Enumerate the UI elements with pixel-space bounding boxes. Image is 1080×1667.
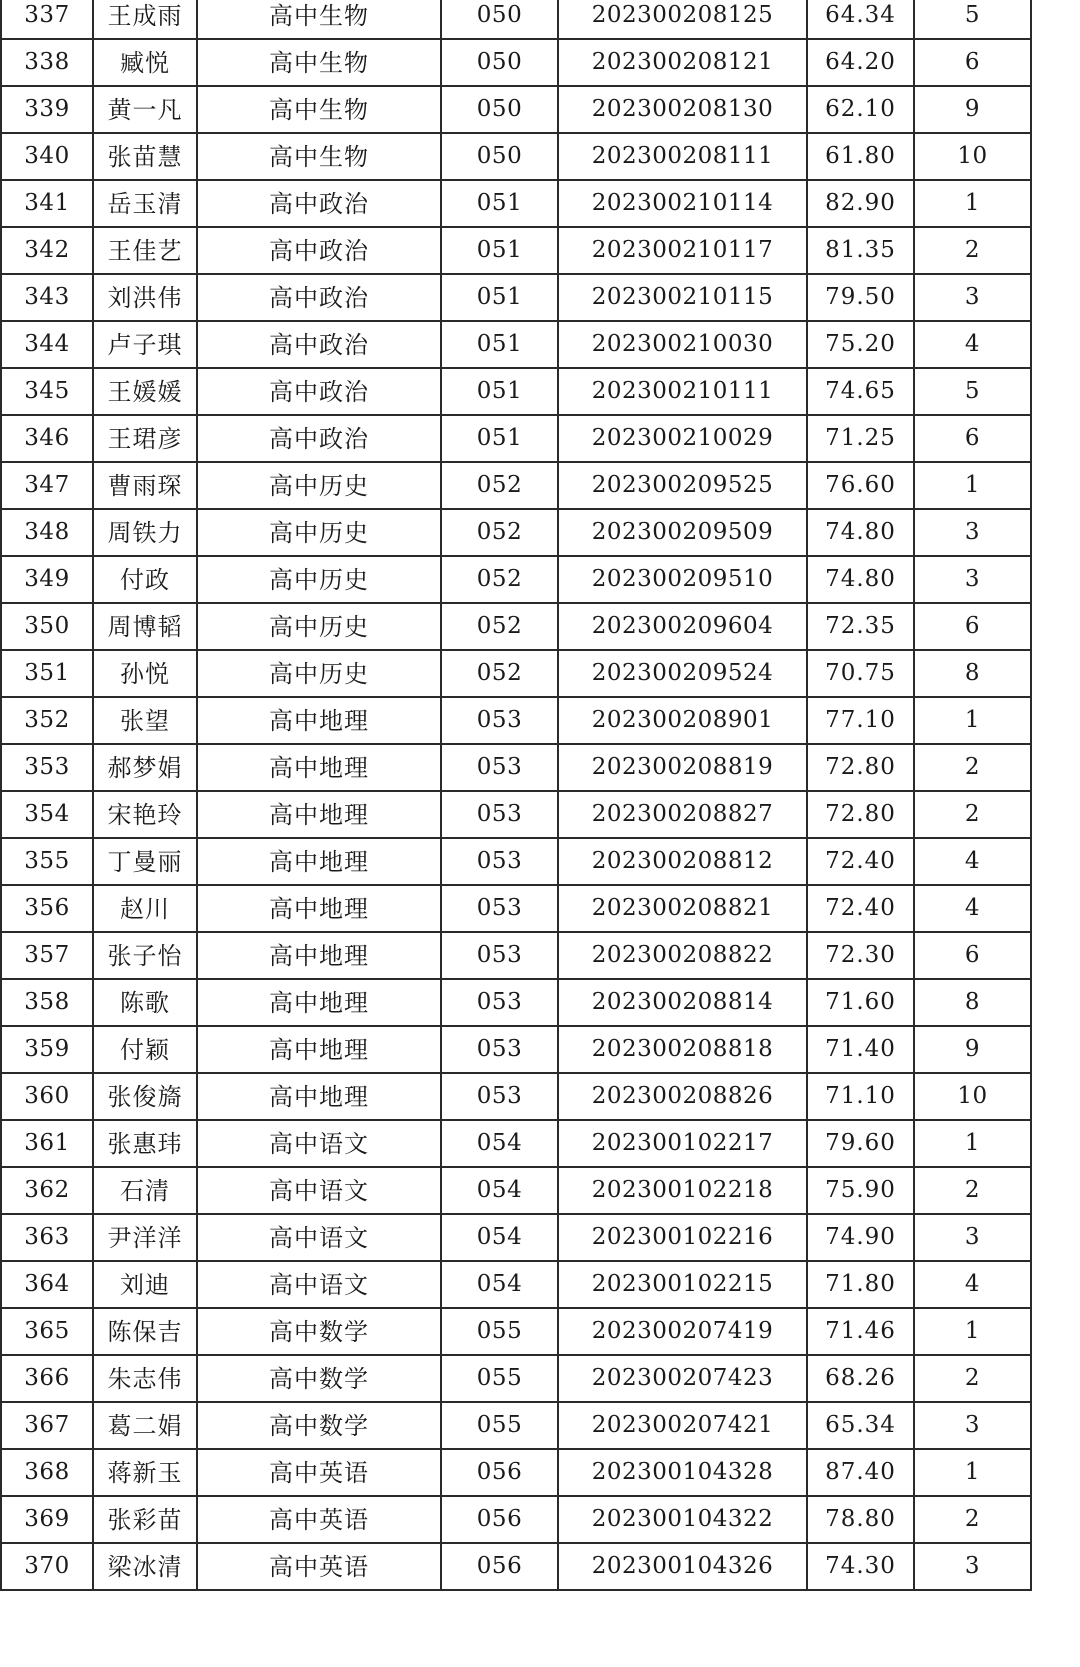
- cell-serial-number: 337: [1, 0, 93, 39]
- table-row: [1, 86, 1031, 133]
- table-row: [1, 274, 1031, 321]
- cell-serial-number: 339: [1, 86, 93, 133]
- cell-score: 74.65: [807, 368, 914, 415]
- table-row: [1, 838, 1031, 885]
- cell-score: 72.35: [807, 603, 914, 650]
- cell-rank: 6: [914, 39, 1031, 86]
- cell-position-code: 052: [441, 462, 558, 509]
- cell-ticket-number: 202300208901: [558, 697, 807, 744]
- cell-position-subject: 高中政治: [197, 180, 441, 227]
- cell-position-subject: 高中政治: [197, 321, 441, 368]
- cell-ticket-number: 202300208822: [558, 932, 807, 979]
- cell-position-subject: 高中数学: [197, 1355, 441, 1402]
- table-row: [1, 462, 1031, 509]
- cell-position-subject: 高中地理: [197, 838, 441, 885]
- cell-serial-number: 347: [1, 462, 93, 509]
- cell-position-code: 050: [441, 39, 558, 86]
- cell-position-subject: 高中地理: [197, 697, 441, 744]
- cell-candidate-name: 臧悦: [93, 39, 197, 86]
- cell-position-subject: 高中地理: [197, 885, 441, 932]
- cell-score: 87.40: [807, 1449, 914, 1496]
- cell-candidate-name: 郝梦娟: [93, 744, 197, 791]
- cell-score: 74.80: [807, 509, 914, 556]
- cell-ticket-number: 202300208827: [558, 791, 807, 838]
- cell-position-code: 055: [441, 1355, 558, 1402]
- cell-serial-number: 364: [1, 1261, 93, 1308]
- cell-score: 64.20: [807, 39, 914, 86]
- cell-serial-number: 369: [1, 1496, 93, 1543]
- cell-position-subject: 高中历史: [197, 556, 441, 603]
- cell-score: 71.25: [807, 415, 914, 462]
- table-row: [1, 1496, 1031, 1543]
- cell-score: 61.80: [807, 133, 914, 180]
- cell-score: 71.80: [807, 1261, 914, 1308]
- cell-serial-number: 350: [1, 603, 93, 650]
- cell-ticket-number: 202300210114: [558, 180, 807, 227]
- table-row: [1, 1073, 1031, 1120]
- cell-rank: 2: [914, 1355, 1031, 1402]
- cell-rank: 1: [914, 1120, 1031, 1167]
- cell-position-code: 053: [441, 1026, 558, 1073]
- cell-candidate-name: 宋艳玲: [93, 791, 197, 838]
- cell-serial-number: 354: [1, 791, 93, 838]
- cell-position-code: 053: [441, 932, 558, 979]
- cell-score: 71.46: [807, 1308, 914, 1355]
- cell-ticket-number: 202300207421: [558, 1402, 807, 1449]
- cell-position-subject: 高中政治: [197, 227, 441, 274]
- cell-ticket-number: 202300208130: [558, 86, 807, 133]
- cell-serial-number: 341: [1, 180, 93, 227]
- cell-position-code: 053: [441, 1073, 558, 1120]
- cell-ticket-number: 202300208812: [558, 838, 807, 885]
- table-row: [1, 744, 1031, 791]
- cell-serial-number: 346: [1, 415, 93, 462]
- cell-candidate-name: 王佳艺: [93, 227, 197, 274]
- cell-candidate-name: 丁曼丽: [93, 838, 197, 885]
- table-row: [1, 1120, 1031, 1167]
- table-row: [1, 227, 1031, 274]
- cell-position-code: 051: [441, 368, 558, 415]
- cell-ticket-number: 202300208821: [558, 885, 807, 932]
- cell-position-subject: 高中生物: [197, 86, 441, 133]
- cell-serial-number: 362: [1, 1167, 93, 1214]
- cell-candidate-name: 曹雨琛: [93, 462, 197, 509]
- cell-score: 79.60: [807, 1120, 914, 1167]
- cell-candidate-name: 黄一凡: [93, 86, 197, 133]
- cell-position-code: 053: [441, 791, 558, 838]
- cell-position-subject: 高中历史: [197, 462, 441, 509]
- cell-rank: 10: [914, 1073, 1031, 1120]
- cell-position-code: 051: [441, 321, 558, 368]
- cell-position-subject: 高中地理: [197, 1073, 441, 1120]
- cell-ticket-number: 202300102215: [558, 1261, 807, 1308]
- cell-position-subject: 高中生物: [197, 133, 441, 180]
- cell-position-subject: 高中地理: [197, 791, 441, 838]
- cell-rank: 3: [914, 509, 1031, 556]
- cell-rank: 2: [914, 1167, 1031, 1214]
- cell-score: 65.34: [807, 1402, 914, 1449]
- table-row: [1, 1026, 1031, 1073]
- cell-ticket-number: 202300210115: [558, 274, 807, 321]
- cell-rank: 3: [914, 556, 1031, 603]
- cell-serial-number: 367: [1, 1402, 93, 1449]
- cell-score: 75.90: [807, 1167, 914, 1214]
- cell-candidate-name: 张俊旖: [93, 1073, 197, 1120]
- cell-candidate-name: 孙悦: [93, 650, 197, 697]
- table-row: [1, 1402, 1031, 1449]
- table-row: [1, 603, 1031, 650]
- cell-rank: 1: [914, 697, 1031, 744]
- table-row: [1, 697, 1031, 744]
- cell-ticket-number: 202300102218: [558, 1167, 807, 1214]
- cell-candidate-name: 王媛媛: [93, 368, 197, 415]
- cell-score: 72.80: [807, 791, 914, 838]
- cell-ticket-number: 202300210117: [558, 227, 807, 274]
- cell-ticket-number: 202300104326: [558, 1543, 807, 1590]
- cell-serial-number: 360: [1, 1073, 93, 1120]
- cell-position-code: 053: [441, 979, 558, 1026]
- cell-serial-number: 340: [1, 133, 93, 180]
- cell-position-subject: 高中生物: [197, 39, 441, 86]
- cell-ticket-number: 202300102217: [558, 1120, 807, 1167]
- cell-ticket-number: 202300210030: [558, 321, 807, 368]
- cell-candidate-name: 张彩苗: [93, 1496, 197, 1543]
- cell-ticket-number: 202300207423: [558, 1355, 807, 1402]
- cell-ticket-number: 202300208818: [558, 1026, 807, 1073]
- cell-serial-number: 356: [1, 885, 93, 932]
- table-row: [1, 509, 1031, 556]
- cell-score: 76.60: [807, 462, 914, 509]
- cell-rank: 6: [914, 603, 1031, 650]
- cell-position-subject: 高中政治: [197, 368, 441, 415]
- cell-ticket-number: 202300208121: [558, 39, 807, 86]
- cell-score: 70.75: [807, 650, 914, 697]
- cell-position-code: 054: [441, 1167, 558, 1214]
- cell-position-code: 052: [441, 556, 558, 603]
- cell-serial-number: 358: [1, 979, 93, 1026]
- table-row: [1, 885, 1031, 932]
- table-row: [1, 133, 1031, 180]
- cell-rank: 4: [914, 321, 1031, 368]
- cell-candidate-name: 周铁力: [93, 509, 197, 556]
- cell-ticket-number: 202300210111: [558, 368, 807, 415]
- cell-rank: 9: [914, 86, 1031, 133]
- cell-score: 77.10: [807, 697, 914, 744]
- cell-position-subject: 高中数学: [197, 1402, 441, 1449]
- cell-ticket-number: 202300102216: [558, 1214, 807, 1261]
- cell-candidate-name: 岳玉清: [93, 180, 197, 227]
- table-row: [1, 791, 1031, 838]
- cell-position-subject: 高中生物: [197, 0, 441, 39]
- table-row: [1, 556, 1031, 603]
- cell-score: 62.10: [807, 86, 914, 133]
- table-row: [1, 180, 1031, 227]
- cell-candidate-name: 葛二娟: [93, 1402, 197, 1449]
- table-row: [1, 1214, 1031, 1261]
- cell-serial-number: 370: [1, 1543, 93, 1590]
- cell-candidate-name: 张惠玮: [93, 1120, 197, 1167]
- cell-position-subject: 高中语文: [197, 1120, 441, 1167]
- cell-serial-number: 363: [1, 1214, 93, 1261]
- cell-rank: 6: [914, 932, 1031, 979]
- cell-score: 64.34: [807, 0, 914, 39]
- cell-rank: 5: [914, 0, 1031, 39]
- cell-position-code: 053: [441, 744, 558, 791]
- cell-position-subject: 高中地理: [197, 932, 441, 979]
- cell-rank: 6: [914, 415, 1031, 462]
- cell-ticket-number: 202300208111: [558, 133, 807, 180]
- table-row: [1, 321, 1031, 368]
- cell-score: 71.10: [807, 1073, 914, 1120]
- cell-candidate-name: 王成雨: [93, 0, 197, 39]
- cell-score: 79.50: [807, 274, 914, 321]
- score-table-body: [1, 0, 1031, 1590]
- cell-position-code: 050: [441, 133, 558, 180]
- cell-serial-number: 355: [1, 838, 93, 885]
- cell-rank: 2: [914, 1496, 1031, 1543]
- table-row: [1, 1167, 1031, 1214]
- cell-position-subject: 高中英语: [197, 1543, 441, 1590]
- cell-position-subject: 高中历史: [197, 509, 441, 556]
- cell-candidate-name: 朱志伟: [93, 1355, 197, 1402]
- cell-score: 74.90: [807, 1214, 914, 1261]
- cell-rank: 10: [914, 133, 1031, 180]
- cell-candidate-name: 蒋新玉: [93, 1449, 197, 1496]
- cell-position-subject: 高中英语: [197, 1496, 441, 1543]
- cell-position-code: 053: [441, 838, 558, 885]
- cell-serial-number: 349: [1, 556, 93, 603]
- cell-rank: 3: [914, 274, 1031, 321]
- cell-ticket-number: 202300209525: [558, 462, 807, 509]
- cell-score: 78.80: [807, 1496, 914, 1543]
- cell-score: 72.30: [807, 932, 914, 979]
- cell-ticket-number: 202300104322: [558, 1496, 807, 1543]
- cell-rank: 4: [914, 838, 1031, 885]
- cell-serial-number: 359: [1, 1026, 93, 1073]
- cell-serial-number: 357: [1, 932, 93, 979]
- cell-score: 72.80: [807, 744, 914, 791]
- cell-candidate-name: 陈歌: [93, 979, 197, 1026]
- cell-ticket-number: 202300208819: [558, 744, 807, 791]
- cell-candidate-name: 张望: [93, 697, 197, 744]
- cell-position-subject: 高中语文: [197, 1214, 441, 1261]
- cell-position-code: 056: [441, 1496, 558, 1543]
- cell-rank: 1: [914, 1308, 1031, 1355]
- cell-score: 81.35: [807, 227, 914, 274]
- table-row: [1, 979, 1031, 1026]
- table-row: [1, 932, 1031, 979]
- cell-rank: 8: [914, 979, 1031, 1026]
- cell-position-code: 053: [441, 885, 558, 932]
- table-row: [1, 1308, 1031, 1355]
- cell-score: 71.40: [807, 1026, 914, 1073]
- cell-rank: 1: [914, 462, 1031, 509]
- cell-position-code: 051: [441, 415, 558, 462]
- cell-candidate-name: 付政: [93, 556, 197, 603]
- cell-ticket-number: 202300208814: [558, 979, 807, 1026]
- cell-candidate-name: 石清: [93, 1167, 197, 1214]
- cell-serial-number: 352: [1, 697, 93, 744]
- table-row: [1, 415, 1031, 462]
- table-row: [1, 1449, 1031, 1496]
- table-row: [1, 368, 1031, 415]
- cell-candidate-name: 刘洪伟: [93, 274, 197, 321]
- cell-score: 82.90: [807, 180, 914, 227]
- cell-ticket-number: 202300209510: [558, 556, 807, 603]
- cell-rank: 1: [914, 1449, 1031, 1496]
- cell-ticket-number: 202300209604: [558, 603, 807, 650]
- cell-ticket-number: 202300209509: [558, 509, 807, 556]
- cell-position-code: 051: [441, 227, 558, 274]
- cell-position-code: 054: [441, 1261, 558, 1308]
- page-margin: [1063, 0, 1080, 1667]
- table-row: [1, 1543, 1031, 1590]
- cell-serial-number: 368: [1, 1449, 93, 1496]
- cell-serial-number: 365: [1, 1308, 93, 1355]
- cell-position-subject: 高中地理: [197, 1026, 441, 1073]
- cell-rank: 1: [914, 180, 1031, 227]
- cell-candidate-name: 王珺彦: [93, 415, 197, 462]
- cell-ticket-number: 202300209524: [558, 650, 807, 697]
- cell-rank: 3: [914, 1543, 1031, 1590]
- table-row: [1, 39, 1031, 86]
- cell-candidate-name: 梁冰清: [93, 1543, 197, 1590]
- cell-serial-number: 361: [1, 1120, 93, 1167]
- cell-serial-number: 338: [1, 39, 93, 86]
- cell-rank: 5: [914, 368, 1031, 415]
- cell-candidate-name: 陈保吉: [93, 1308, 197, 1355]
- table-row: [1, 1355, 1031, 1402]
- cell-rank: 2: [914, 227, 1031, 274]
- cell-serial-number: 342: [1, 227, 93, 274]
- cell-position-subject: 高中政治: [197, 415, 441, 462]
- cell-position-code: 052: [441, 509, 558, 556]
- cell-position-code: 051: [441, 180, 558, 227]
- cell-ticket-number: 202300207419: [558, 1308, 807, 1355]
- cell-serial-number: 343: [1, 274, 93, 321]
- cell-score: 68.26: [807, 1355, 914, 1402]
- cell-serial-number: 353: [1, 744, 93, 791]
- cell-rank: 3: [914, 1402, 1031, 1449]
- cell-position-code: 052: [441, 603, 558, 650]
- cell-rank: 8: [914, 650, 1031, 697]
- table-row: [1, 1261, 1031, 1308]
- cell-candidate-name: 卢子琪: [93, 321, 197, 368]
- table-row: [1, 650, 1031, 697]
- cell-position-subject: 高中数学: [197, 1308, 441, 1355]
- cell-position-code: 056: [441, 1543, 558, 1590]
- cell-ticket-number: 202300208125: [558, 0, 807, 39]
- cell-position-code: 054: [441, 1120, 558, 1167]
- cell-candidate-name: 张苗慧: [93, 133, 197, 180]
- cell-serial-number: 351: [1, 650, 93, 697]
- cell-position-code: 055: [441, 1402, 558, 1449]
- cell-candidate-name: 刘迪: [93, 1261, 197, 1308]
- cell-position-subject: 高中政治: [197, 274, 441, 321]
- cell-serial-number: 366: [1, 1355, 93, 1402]
- cell-position-code: 054: [441, 1214, 558, 1261]
- cell-ticket-number: 202300210029: [558, 415, 807, 462]
- cell-position-code: 056: [441, 1449, 558, 1496]
- cell-position-code: 050: [441, 86, 558, 133]
- cell-score: 74.30: [807, 1543, 914, 1590]
- cell-position-code: 050: [441, 0, 558, 39]
- cell-position-code: 052: [441, 650, 558, 697]
- cell-candidate-name: 尹洋洋: [93, 1214, 197, 1261]
- cell-serial-number: 344: [1, 321, 93, 368]
- cell-candidate-name: 张子怡: [93, 932, 197, 979]
- cell-rank: 2: [914, 791, 1031, 838]
- cell-position-subject: 高中地理: [197, 979, 441, 1026]
- cell-position-subject: 高中语文: [197, 1261, 441, 1308]
- cell-position-subject: 高中历史: [197, 650, 441, 697]
- cell-serial-number: 345: [1, 368, 93, 415]
- cell-position-code: 053: [441, 697, 558, 744]
- cell-score: 74.80: [807, 556, 914, 603]
- cell-score: 71.60: [807, 979, 914, 1026]
- cell-position-subject: 高中英语: [197, 1449, 441, 1496]
- cell-candidate-name: 赵川: [93, 885, 197, 932]
- cell-position-code: 055: [441, 1308, 558, 1355]
- cell-candidate-name: 付颖: [93, 1026, 197, 1073]
- cell-rank: 4: [914, 1261, 1031, 1308]
- cell-serial-number: 348: [1, 509, 93, 556]
- cell-rank: 2: [914, 744, 1031, 791]
- cell-position-subject: 高中历史: [197, 603, 441, 650]
- cell-score: 75.20: [807, 321, 914, 368]
- cell-rank: 4: [914, 885, 1031, 932]
- cell-candidate-name: 周博韬: [93, 603, 197, 650]
- cell-score: 72.40: [807, 838, 914, 885]
- cell-position-code: 051: [441, 274, 558, 321]
- cell-ticket-number: 202300104328: [558, 1449, 807, 1496]
- cell-ticket-number: 202300208826: [558, 1073, 807, 1120]
- cell-position-subject: 高中语文: [197, 1167, 441, 1214]
- cell-rank: 3: [914, 1214, 1031, 1261]
- cell-position-subject: 高中地理: [197, 744, 441, 791]
- table-row: [1, 0, 1031, 39]
- cell-rank: 9: [914, 1026, 1031, 1073]
- cell-score: 72.40: [807, 885, 914, 932]
